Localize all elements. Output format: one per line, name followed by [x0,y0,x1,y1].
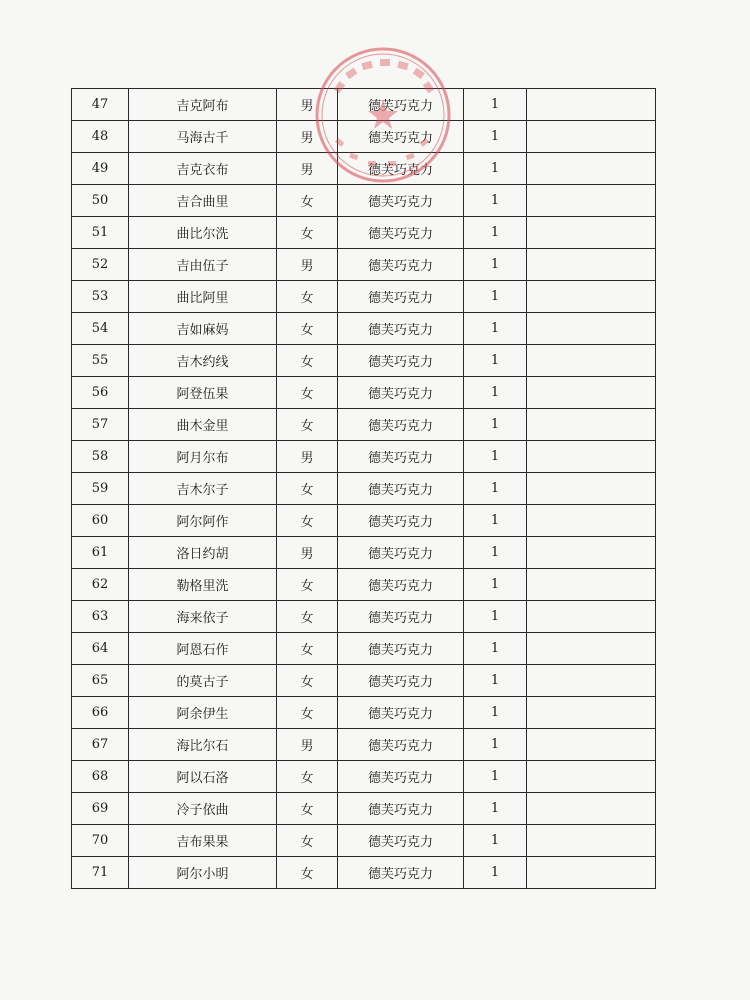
item-cell: 德芙巧克力 [338,281,464,313]
item-cell: 德芙巧克力 [338,505,464,537]
item-cell: 德芙巧克力 [338,537,464,569]
item-cell: 德芙巧克力 [338,473,464,505]
item-cell: 德芙巧克力 [338,569,464,601]
gender-cell: 女 [277,601,338,633]
row-number: 69 [72,793,129,825]
gender-cell: 男 [277,89,338,121]
table-row [72,601,656,633]
table-row [72,473,656,505]
recipient-name: 吉克阿布 [129,89,277,121]
row-number: 49 [72,153,129,185]
roster-table-body [72,89,656,889]
item-cell: 德芙巧克力 [338,89,464,121]
recipient-name: 阿余伊生 [129,697,277,729]
quantity-cell: 1 [464,153,527,185]
quantity-cell: 1 [464,793,527,825]
row-number: 64 [72,633,129,665]
table-row [72,857,656,889]
row-number: 56 [72,377,129,409]
recipient-name: 马海古千 [129,121,277,153]
recipient-name: 冷子依曲 [129,793,277,825]
gender-cell: 女 [277,569,338,601]
row-number: 66 [72,697,129,729]
quantity-cell: 1 [464,185,527,217]
table-row [72,441,656,473]
remarks-cell [527,377,656,409]
table-row [72,89,656,121]
remarks-cell [527,121,656,153]
recipient-name: 曲木金里 [129,409,277,441]
item-cell: 德芙巧克力 [338,633,464,665]
row-number: 65 [72,665,129,697]
gender-cell: 女 [277,825,338,857]
remarks-cell [527,537,656,569]
gender-cell: 男 [277,441,338,473]
gender-cell: 女 [277,217,338,249]
gender-cell: 女 [277,793,338,825]
quantity-cell: 1 [464,89,527,121]
gender-cell: 女 [277,473,338,505]
table-row [72,185,656,217]
quantity-cell: 1 [464,441,527,473]
quantity-cell: 1 [464,121,527,153]
roster-table [71,88,656,889]
recipient-name: 勒格里洗 [129,569,277,601]
row-number: 67 [72,729,129,761]
table-row [72,121,656,153]
remarks-cell [527,89,656,121]
item-cell: 德芙巧克力 [338,249,464,281]
quantity-cell: 1 [464,857,527,889]
quantity-cell: 1 [464,825,527,857]
recipient-name: 海比尔石 [129,729,277,761]
remarks-cell [527,217,656,249]
table-row [72,153,656,185]
remarks-cell [527,249,656,281]
row-number: 70 [72,825,129,857]
item-cell: 德芙巧克力 [338,217,464,249]
table-row [72,249,656,281]
row-number: 60 [72,505,129,537]
remarks-cell [527,345,656,377]
item-cell: 德芙巧克力 [338,377,464,409]
table-row [72,793,656,825]
gender-cell: 女 [277,505,338,537]
gender-cell: 女 [277,857,338,889]
recipient-name: 吉木尔子 [129,473,277,505]
row-number: 47 [72,89,129,121]
item-cell: 德芙巧克力 [338,793,464,825]
recipient-name: 吉木约线 [129,345,277,377]
recipient-name: 洛日约胡 [129,537,277,569]
remarks-cell [527,409,656,441]
quantity-cell: 1 [464,537,527,569]
gender-cell: 女 [277,313,338,345]
item-cell: 德芙巧克力 [338,153,464,185]
recipient-name: 阿尔小明 [129,857,277,889]
gender-cell: 女 [277,185,338,217]
row-number: 62 [72,569,129,601]
gender-cell: 女 [277,697,338,729]
row-number: 59 [72,473,129,505]
remarks-cell [527,313,656,345]
recipient-name: 曲比阿里 [129,281,277,313]
item-cell: 德芙巧克力 [338,761,464,793]
remarks-cell [527,697,656,729]
quantity-cell: 1 [464,601,527,633]
table-row [72,345,656,377]
gender-cell: 男 [277,729,338,761]
gender-cell: 男 [277,121,338,153]
row-number: 58 [72,441,129,473]
table-row [72,633,656,665]
recipient-name: 的莫古子 [129,665,277,697]
row-number: 48 [72,121,129,153]
recipient-name: 阿以石洛 [129,761,277,793]
gender-cell: 女 [277,345,338,377]
item-cell: 德芙巧克力 [338,697,464,729]
table-row [72,825,656,857]
row-number: 55 [72,345,129,377]
row-number: 57 [72,409,129,441]
quantity-cell: 1 [464,761,527,793]
gender-cell: 女 [277,409,338,441]
table-row [72,729,656,761]
table-row [72,761,656,793]
remarks-cell [527,281,656,313]
quantity-cell: 1 [464,249,527,281]
quantity-cell: 1 [464,217,527,249]
item-cell: 德芙巧克力 [338,825,464,857]
recipient-name: 曲比尔洗 [129,217,277,249]
quantity-cell: 1 [464,313,527,345]
table-row [72,281,656,313]
item-cell: 德芙巧克力 [338,121,464,153]
item-cell: 德芙巧克力 [338,857,464,889]
remarks-cell [527,569,656,601]
row-number: 61 [72,537,129,569]
gender-cell: 女 [277,761,338,793]
remarks-cell [527,825,656,857]
quantity-cell: 1 [464,281,527,313]
quantity-cell: 1 [464,569,527,601]
gender-cell: 男 [277,153,338,185]
remarks-cell [527,153,656,185]
quantity-cell: 1 [464,697,527,729]
recipient-name: 阿月尔布 [129,441,277,473]
recipient-name: 阿尔阿作 [129,505,277,537]
remarks-cell [527,185,656,217]
table-row [72,313,656,345]
row-number: 50 [72,185,129,217]
row-number: 71 [72,857,129,889]
quantity-cell: 1 [464,409,527,441]
remarks-cell [527,473,656,505]
remarks-cell [527,505,656,537]
recipient-name: 吉由伍子 [129,249,277,281]
remarks-cell [527,857,656,889]
table-row [72,217,656,249]
quantity-cell: 1 [464,345,527,377]
item-cell: 德芙巧克力 [338,185,464,217]
item-cell: 德芙巧克力 [338,345,464,377]
table-row [72,537,656,569]
recipient-name: 吉合曲里 [129,185,277,217]
recipient-name: 吉布果果 [129,825,277,857]
remarks-cell [527,665,656,697]
quantity-cell: 1 [464,665,527,697]
table-row [72,409,656,441]
item-cell: 德芙巧克力 [338,729,464,761]
remarks-cell [527,793,656,825]
gender-cell: 女 [277,281,338,313]
recipient-name: 吉克衣布 [129,153,277,185]
table-row [72,569,656,601]
recipient-name: 海来依子 [129,601,277,633]
item-cell: 德芙巧克力 [338,441,464,473]
quantity-cell: 1 [464,377,527,409]
table-row [72,505,656,537]
recipient-name: 阿登伍果 [129,377,277,409]
remarks-cell [527,729,656,761]
remarks-cell [527,441,656,473]
quantity-cell: 1 [464,473,527,505]
row-number: 63 [72,601,129,633]
remarks-cell [527,761,656,793]
item-cell: 德芙巧克力 [338,601,464,633]
gender-cell: 男 [277,249,338,281]
quantity-cell: 1 [464,633,527,665]
item-cell: 德芙巧克力 [338,409,464,441]
gender-cell: 女 [277,633,338,665]
remarks-cell [527,601,656,633]
table-row [72,697,656,729]
gender-cell: 女 [277,665,338,697]
row-number: 53 [72,281,129,313]
recipient-name: 吉如麻妈 [129,313,277,345]
row-number: 68 [72,761,129,793]
table-row [72,377,656,409]
gender-cell: 男 [277,537,338,569]
quantity-cell: 1 [464,729,527,761]
table-row [72,665,656,697]
item-cell: 德芙巧克力 [338,665,464,697]
item-cell: 德芙巧克力 [338,313,464,345]
row-number: 52 [72,249,129,281]
remarks-cell [527,633,656,665]
gender-cell: 女 [277,377,338,409]
row-number: 51 [72,217,129,249]
recipient-name: 阿恩石作 [129,633,277,665]
quantity-cell: 1 [464,505,527,537]
row-number: 54 [72,313,129,345]
